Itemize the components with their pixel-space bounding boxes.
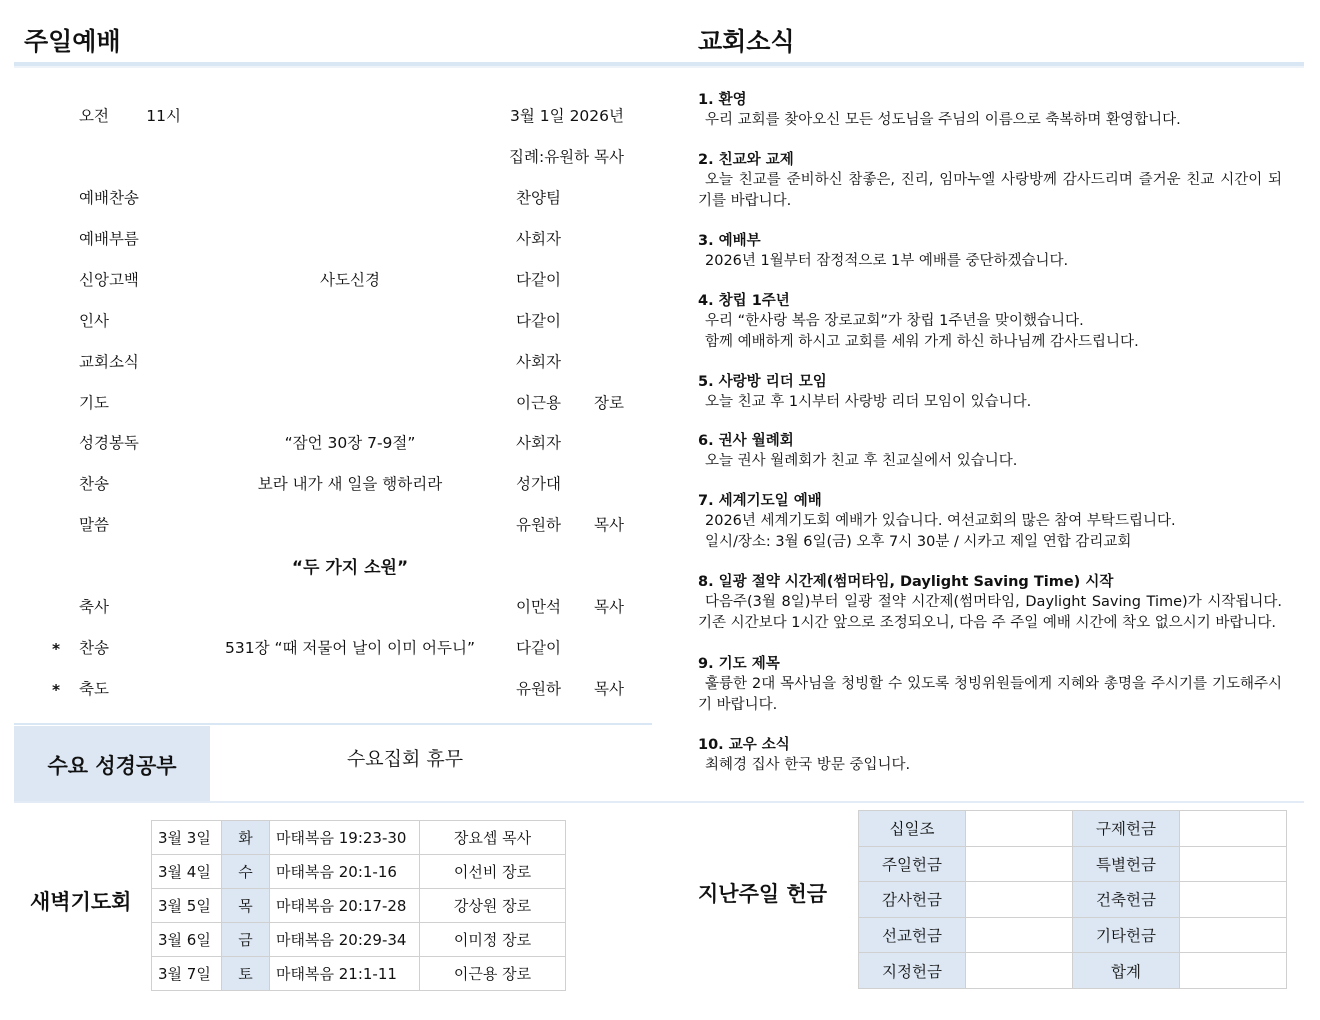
order-row (0, 513, 660, 543)
dawn-leader: 장요셉 목사 (420, 821, 566, 855)
news-item-title: 5. 사랑방 리더 모임 (698, 374, 827, 390)
dawn-day: 토 (222, 957, 270, 991)
news-item-text: 최혜경 집사 한국 방문 중입니다. (705, 757, 911, 773)
offering-category: 구제헌금 (1073, 811, 1180, 847)
bottom-divider (14, 801, 1304, 803)
news-item-text: 다음주(3월 8일)부터 일광 절약 시간제(썸머타임, Daylight Saving Time)가 시작됩니다. 기존 시간보다 1시간 앞으로 조정되오니, 다음 주 주일 예배 시간에 착오 없으시기 바랍니다. (698, 594, 1282, 631)
dawn-prayer-label: 새벽기도회 (30, 890, 132, 914)
news-item-title: 9. 기도 제목 (698, 656, 780, 672)
offering-category: 합계 (1073, 953, 1180, 989)
offering-row (859, 953, 1287, 989)
offering-category: 감사헌금 (859, 882, 966, 918)
order-leader: 찬양팀 (516, 189, 561, 207)
offering-amount (966, 811, 1073, 847)
dawn-leader: 이미정 장로 (420, 923, 566, 957)
dawn-leader: 이선비 장로 (420, 855, 566, 889)
order-name: 찬송 (79, 638, 109, 657)
dawn-date: 3월 7일 (152, 957, 222, 991)
presider-row (0, 145, 660, 175)
order-name: 예배부름 (79, 229, 139, 248)
order-name: 예배찬송 (79, 189, 139, 207)
news-item-title: 2. 친교와 교제 (698, 152, 794, 168)
news-item (698, 431, 1282, 472)
news-item (698, 372, 1282, 413)
offering-amount (966, 917, 1073, 953)
offering-amount (1180, 846, 1287, 882)
dawn-date: 3월 5일 (152, 889, 222, 923)
order-row (0, 677, 660, 707)
news-item (698, 291, 1282, 352)
offering-row (859, 846, 1287, 882)
dawn-date: 3월 6일 (152, 923, 222, 957)
news-item-title: 8. 일광 절약 시간제(썸머타임, Daylight Saving Time) 시작 (698, 574, 1114, 590)
worship-time-row (0, 104, 660, 134)
news-item (698, 90, 1282, 131)
offering-amount (1180, 917, 1287, 953)
worship-date: 3월 1일 2026년 (510, 107, 624, 125)
news-item-text: 일시/장소: 3월 6일(금) 오후 7시 30분 / 시카고 제일 연합 감리교회 (705, 533, 1132, 550)
order-row (0, 350, 660, 380)
order-name: 교회소식 (79, 352, 139, 371)
order-name: 성경봉독 (79, 434, 139, 453)
offering-category: 특별헌금 (1073, 846, 1180, 882)
order-leader: 사회자 (516, 434, 561, 453)
dawn-passage: 마태복음 21:1-11 (270, 957, 420, 991)
news-item-title: 4. 창립 1주년 (698, 293, 790, 309)
news-item-title: 7. 세계기도일 예배 (698, 493, 822, 509)
news-item-text: 우리 “한사랑 복음 장로교회”가 창립 1주년을 맞이했습니다. (705, 313, 1084, 329)
dawn-leader: 강상원 장로 (420, 889, 566, 923)
dawn-row (152, 889, 566, 923)
order-star: * (52, 680, 61, 699)
worship-time: 오전 11시 (79, 107, 181, 125)
order-name: 찬송 (79, 475, 109, 494)
offering-amount (966, 846, 1073, 882)
order-leader: 사회자 (516, 229, 561, 248)
news-item (698, 150, 1282, 211)
order-name: 축사 (79, 598, 109, 616)
worship-title: 주일예배 (24, 27, 121, 56)
dawn-passage: 마태복음 20:29-34 (270, 923, 420, 957)
order-row (0, 636, 660, 666)
order-name: 인사 (79, 311, 109, 330)
order-row (0, 309, 660, 339)
dawn-day: 금 (222, 923, 270, 957)
news-item (698, 572, 1282, 633)
offering-category: 건축헌금 (1073, 882, 1180, 918)
header-divider-shadow (14, 66, 1304, 68)
order-row (0, 268, 660, 298)
dawn-date: 3월 4일 (152, 855, 222, 889)
order-leader: 다같이 (516, 311, 561, 330)
dawn-leader: 이근용 장로 (420, 957, 566, 991)
wednesday-label: 수요 성경공부 (14, 726, 210, 803)
order-row (0, 595, 660, 625)
news-item (698, 735, 1282, 776)
offering-category: 십일조 (859, 811, 966, 847)
dawn-row (152, 821, 566, 855)
dawn-date: 3월 3일 (152, 821, 222, 855)
offering-amount (1180, 882, 1287, 918)
dawn-day: 수 (222, 855, 270, 889)
news-item-text: 2026년 세계기도회 예배가 있습니다. 여선교회의 많은 참여 부탁드립니다. (705, 513, 1176, 529)
order-leader: 유원하 목사 (516, 516, 624, 535)
news-item-title: 10. 교우 소식 (698, 737, 790, 753)
sermon-title: “두 가지 소원” (291, 558, 409, 578)
order-name: 신앙고백 (79, 270, 139, 289)
news-item-text: 오늘 친교를 준비하신 참좋은, 진리, 임마누엘 사랑방께 감사드리며 즐거운 친교 시간이 되기를 바랍니다. (698, 172, 1282, 209)
dawn-passage: 마태복음 19:23-30 (270, 821, 420, 855)
order-leader: 다같이 (516, 638, 561, 657)
news-item-title: 3. 예배부 (698, 233, 761, 249)
dawn-row (152, 923, 566, 957)
offering-row (859, 917, 1287, 953)
dawn-row (152, 957, 566, 991)
order-row (0, 472, 660, 502)
order-leader: 유원하 목사 (516, 679, 624, 698)
dawn-day: 목 (222, 889, 270, 923)
order-name: 축도 (79, 679, 109, 698)
order-leader: 성가대 (516, 475, 561, 494)
offering-category: 선교헌금 (859, 917, 966, 953)
order-leader: 이근용 장로 (516, 393, 624, 412)
news-item-text: 2026년 1월부터 잠정적으로 1부 예배를 중단하겠습니다. (705, 253, 1069, 269)
offering-amount (1180, 953, 1287, 989)
offering-table (858, 810, 1287, 989)
news-item-text: 오늘 권사 월례회가 친교 후 친교실에서 있습니다. (705, 453, 1018, 469)
news-item-text: 우리 교회를 찾아오신 모든 성도님을 주님의 이름으로 축복하며 환영합니다. (705, 112, 1181, 128)
offering-row (859, 811, 1287, 847)
dawn-passage: 마태복음 20:1-16 (270, 855, 420, 889)
news-item (698, 491, 1282, 552)
order-star: * (52, 639, 61, 658)
offering-label: 지난주일 헌금 (698, 882, 828, 906)
order-content: 보라 내가 새 일을 행하리라 (257, 475, 443, 494)
news-title: 교회소식 (698, 27, 795, 56)
news-item-text: 함께 예배하게 하시고 교회를 세워 가게 하신 하나님께 감사드립니다. (705, 333, 1139, 350)
news-item-title: 6. 권사 월례회 (698, 433, 794, 449)
order-content: 사도신경 (320, 270, 380, 289)
offering-amount (966, 953, 1073, 989)
offering-amount (1180, 811, 1287, 847)
order-leader: 사회자 (516, 352, 561, 371)
offering-category: 기타헌금 (1073, 917, 1180, 953)
news-item-text: 오늘 친교 후 1시부터 사랑방 리더 모임이 있습니다. (705, 394, 1032, 410)
offering-category: 지정헌금 (859, 953, 966, 989)
offering-row (859, 882, 1287, 918)
order-name: 기도 (79, 393, 109, 412)
dawn-prayer-table (151, 820, 566, 991)
news-item (698, 231, 1282, 272)
worship-presider: 집례:유원하 목사 (509, 148, 624, 166)
wednesday-divider (14, 723, 652, 725)
order-leader: 이만석 목사 (516, 598, 624, 616)
order-row (0, 186, 660, 216)
order-name: 말씀 (79, 516, 109, 535)
order-content: “잠언 30장 7-9절” (284, 434, 416, 453)
dawn-passage: 마태복음 20:17-28 (270, 889, 420, 923)
order-leader: 다같이 (516, 270, 561, 289)
news-item-title: 1. 환영 (698, 92, 747, 108)
news-item (698, 654, 1282, 715)
dawn-row (152, 855, 566, 889)
order-row (0, 227, 660, 257)
order-content: 531장 “때 저물어 날이 이미 어두니” (225, 638, 475, 657)
offering-amount (966, 882, 1073, 918)
wednesday-value: 수요집회 휴무 (346, 748, 464, 770)
order-row (0, 391, 660, 421)
dawn-day: 화 (222, 821, 270, 855)
news-item-text: 훌륭한 2대 목사님을 청빙할 수 있도록 청빙위원들에게 지혜와 총명을 주시기를 기도해주시기 바랍니다. (698, 676, 1282, 713)
offering-category: 주일헌금 (859, 846, 966, 882)
order-row (0, 431, 660, 461)
